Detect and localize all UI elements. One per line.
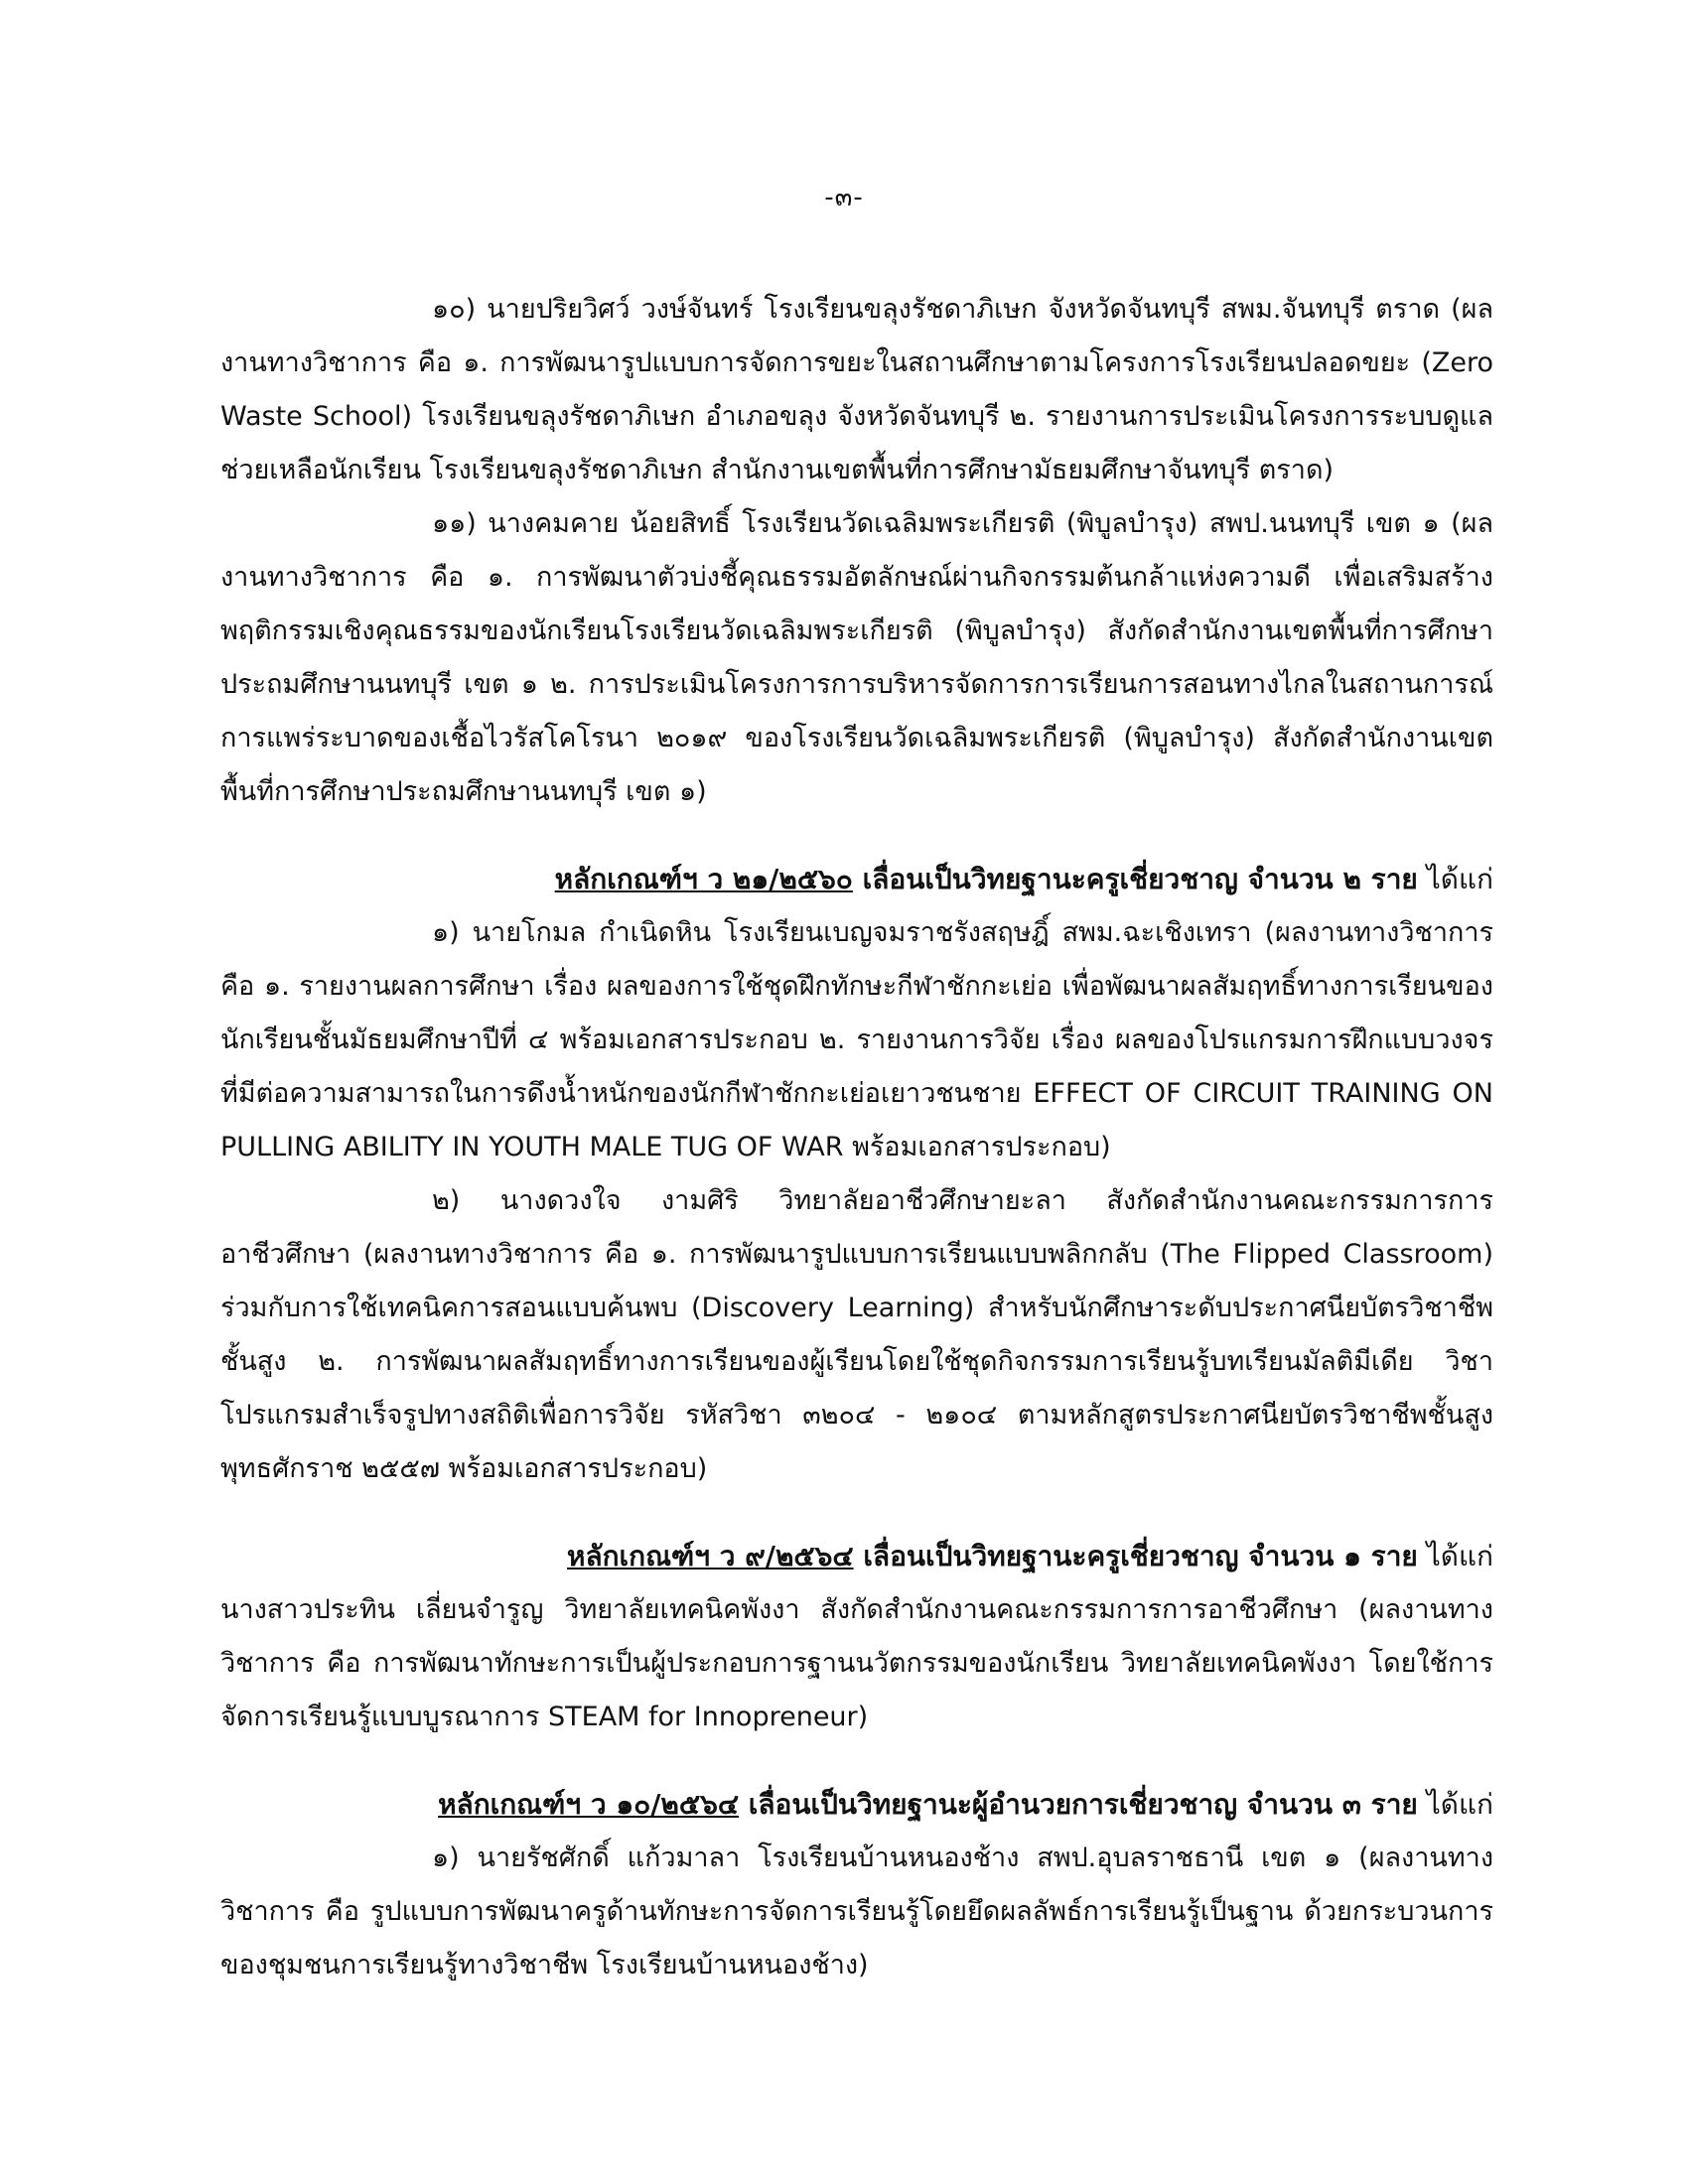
section-heading-3	[220, 1778, 1493, 1832]
section2-body: นางสาวประทิน เลี่ยนจำรูญ วิทยาลัยเทคนิคพังงา สังกัดสำนักงานคณะกรรมการการอาชีวศึกษา (ผลงานทางวิชาการ คือ การพัฒนาทักษะการเป็นผู้ประกอบการฐานนวัตกรรมของนักเรียน วิทยาลัยเทคนิคพังงา โดยใช้การจัดการเรียนรู้แบบบูรณาการ STEAM for Innopreneur)	[220, 1594, 1493, 1732]
section-heading-1	[220, 853, 1493, 906]
section-title: เลื่อนเป็นวิทยฐานะครูเชี่ยวชาญ จำนวน ๑ ราย	[853, 1540, 1418, 1572]
paragraph-item-10: ๑๐) นายปริยวิศว์ วงษ์จันทร์ โรงเรียนขลุงรัชดาภิเษก จังหวัดจันทบุรี สพม.จันทบุรี ตราด (ผลงานทางวิชาการ คือ ๑. การพัฒนารูปแบบการจัดการขยะในสถานศึกษาตามโครงการโรงเรียนปลอดขยะ (Zero Waste School) โรงเรียนขลุงรัชดาภิเษก อำเภอขลุง จังหวัดจันทบุรี ๒. รายงานการประเมินโครงการระบบดูแลช่วยเหลือนักเรียน โรงเรียนขลุงรัชดาภิเษก สำนักงานเขตพื้นที่การศึกษามัธยมศึกษาจันทบุรี ตราด)	[220, 294, 1493, 485]
section1-item-2: ๒) นางดวงใจ งามศิริ วิทยาลัยอาชีวศึกษายะลา สังกัดสำนักงานคณะกรรมการการอาชีวศึกษา (ผลงานทางวิชาการ คือ ๑. การพัฒนารูปแบบการเรียนแบบพลิกกลับ (The Flipped Classroom) ร่วมกับการใช้เทคนิคการสอนแบบค้นพบ (Discovery Learning) สำหรับนักศึกษาระดับประกาศนียบัตรวิชาชีพชั้นสูง ๒. การพัฒนาผลสัมฤทธิ์ทางการเรียนของผู้เรียนโดยใช้ชุดกิจกรรมการเรียนรู้บทเรียนมัลติมีเดีย วิชาโปรแกรมสำเร็จรูปทางสถิติเพื่อการวิจัย รหัสวิชา ๓๒๐๔ - ๒๑๐๔ ตามหลักสูตรประกาศนียบัตรวิชาชีพชั้นสูง พุทธศักราช ๒๕๕๗ พร้อมเอกสารประกอบ)	[220, 1185, 1493, 1484]
section-suffix: ได้แก่	[1417, 1788, 1493, 1821]
criteria-reference: หลักเกณฑ์ฯ ว ๑๐/๒๕๖๔	[438, 1788, 740, 1821]
criteria-reference: หลักเกณฑ์ฯ ว ๒๑/๒๕๖๐	[554, 863, 853, 895]
section-suffix: ได้แก่	[1417, 863, 1493, 895]
page-number: -๓-	[824, 183, 864, 212]
section-suffix: ได้แก่	[1417, 1540, 1493, 1572]
section-title: เลื่อนเป็นวิทยฐานะครูเชี่ยวชาญ จำนวน ๒ ราย	[852, 863, 1418, 895]
section1-item-1: ๑) นายโกมล กำเนิดหิน โรงเรียนเบญจมราชรังสฤษฎิ์ สพม.ฉะเชิงเทรา (ผลงานทางวิชาการ คือ ๑. รายงานผลการศึกษา เรื่อง ผลของการใช้ชุดฝึกทักษะกีฬาชักกะเย่อ เพื่อพัฒนาผลสัมฤทธิ์ทางการเรียนของนักเรียนชั้นมัธยมศึกษาปีที่ ๔ พร้อมเอกสารประกอบ ๒. รายงานการวิจัย เรื่อง ผลของโปรแกรมการฝึกแบบวงจรที่มีต่อความสามารถในการดึงน้ำหนักของนักกีฬาชักกะเย่อเยาวชนชาย EFFECT OF CIRCUIT TRAINING ON PULLING ABILITY IN YOUTH MALE TUG OF WAR พร้อมเอกสารประกอบ)	[220, 917, 1493, 1162]
document-body	[220, 283, 1493, 1992]
section-heading-2	[220, 1530, 1493, 1583]
paragraph-item-11: ๑๑) นางคมคาย น้อยสิทธิ์ โรงเรียนวัดเฉลิมพระเกียรติ (พิบูลบำรุง) สพป.นนทบุรี เขต ๑ (ผลงานทางวิชาการ คือ ๑. การพัฒนาตัวบ่งชี้คุณธรรมอัตลักษณ์ผ่านกิจกรรมต้นกล้าแห่งความดี เพื่อเสริมสร้างพฤติกรรมเชิงคุณธรรมของนักเรียนโรงเรียนวัดเฉลิมพระเกียรติ (พิบูลบำรุง) สังกัดสำนักงานเขตพื้นที่การศึกษาประถมศึกษานนทบุรี เขต ๑ ๒. การประเมินโครงการการบริหารจัดการการเรียนการสอนทางไกลในสถานการณ์การแพร่ระบาดของเชื้อไวรัสโคโรนา ๒๐๑๙ ของโรงเรียนวัดเฉลิมพระเกียรติ (พิบูลบำรุง) สังกัดสำนักงานเขตพื้นที่การศึกษาประถมศึกษานนทบุรี เขต ๑)	[220, 508, 1493, 807]
section3-item-1: ๑) นายรัชศักดิ์ แก้วมาลา โรงเรียนบ้านหนองช้าง สพป.อุบลราชธานี เขต ๑ (ผลงานทางวิชาการ คือ รูปแบบการพัฒนาครูด้านทักษะการจัดการเรียนรู้โดยยึดผลลัพธ์การเรียนรู้เป็นฐาน ด้วยกระบวนการของชุมชนการเรียนรู้ทางวิชาชีพ โรงเรียนบ้านหนองช้าง)	[220, 1843, 1493, 1980]
criteria-reference: หลักเกณฑ์ฯ ว ๙/๒๕๖๔	[566, 1540, 854, 1572]
section-title: เลื่อนเป็นวิทยฐานะผู้อำนวยการเชี่ยวชาญ จำนวน ๓ ราย	[739, 1788, 1418, 1821]
